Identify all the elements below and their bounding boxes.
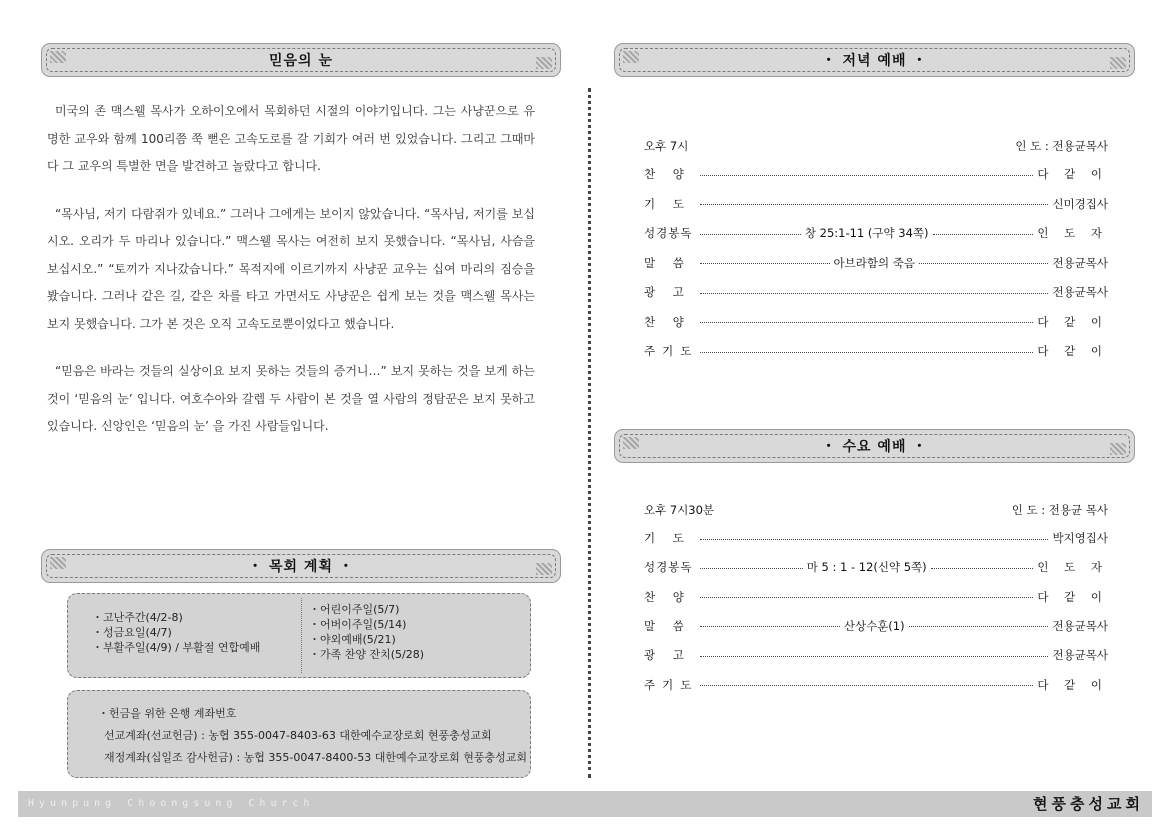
order-person: 전용균목사: [1052, 285, 1108, 299]
order-label: 성경봉독: [644, 560, 693, 575]
dot-leader-segment: [700, 263, 830, 264]
plan-item: ・부활주일(4/9) / 부활절 연합예배: [92, 641, 261, 654]
order-label: 주기도: [644, 344, 699, 358]
order-label: 찬 양: [644, 589, 691, 604]
faith-section-title: 믿음의 눈: [269, 53, 333, 69]
pastoral-plan-header: [41, 549, 561, 583]
plan-right-list: [309, 602, 424, 662]
service-order-row: [644, 314, 1108, 330]
dot-leader: [700, 314, 1033, 330]
evening-service-title: ・ 저녁 예배 ・: [821, 53, 928, 69]
faith-section-header: [41, 43, 561, 77]
service-order-row: [644, 559, 1108, 575]
bank-info-box: [67, 690, 531, 778]
order-person: 다 같 이: [1037, 314, 1108, 329]
dot-leader-segment: [700, 204, 1048, 205]
footer-bar: [18, 791, 1152, 817]
order-label: 말 씀: [644, 255, 691, 270]
dot-leader-segment: [700, 568, 803, 569]
order-label: 말 씀: [644, 618, 691, 633]
dot-leader: [700, 677, 1033, 693]
footer-church-name: 현풍충성교회: [1033, 795, 1144, 813]
wednesday-time: 오후 7시30분: [644, 503, 715, 517]
order-person: 인 도 자: [1037, 226, 1108, 240]
dot-leader: [700, 530, 1048, 546]
dot-leader: [700, 343, 1033, 359]
order-person: 박지영집사: [1052, 531, 1108, 545]
dot-leader-segment: [700, 352, 1033, 353]
essay-paragraph: “목사님, 저기 다람쥐가 있네요.” 그러나 그에게는 보이지 않았습니다. “목사님, 저기를 보십시오. 오리가 두 마리나 있습니다.” 맥스웰 목사는 여전히 보지 못했습니다. “목사님, 사슴을 보십시오.” “토끼가 지나갔습니다.” 목적지에 이르기까지 사냥꾼 교우는 십여 마리의 짐승을 봤습니다. 그러나 같은 길, 같은 차를 타고 가면서도 사냥꾼은 쉽게 보는 것을 맥스웰 목사는 보지 못했습니다. 그가 본 것은 오직 고속도로뿐이었다고 했습니다.: [47, 206, 535, 331]
dot-leader: [700, 255, 1048, 271]
dot-leader-segment: [700, 234, 801, 235]
dot-leader-segment: [919, 263, 1049, 264]
bank-account-finance: 재정계좌(십일조 감사헌금) : 농협 355-0047-8400-53 대한예수교장로회 현풍충성교회: [104, 751, 528, 764]
dot-leader: [700, 284, 1048, 300]
order-label: 기 도: [644, 531, 691, 545]
service-order-row: [644, 166, 1108, 182]
dot-leader-segment: [700, 626, 840, 627]
dot-leader: [700, 166, 1033, 182]
plan-left-list: [92, 610, 260, 655]
wednesday-service-title: ・ 수요 예배 ・: [821, 439, 928, 455]
service-order-row: [644, 343, 1108, 359]
order-label: 성경봉독: [644, 226, 693, 240]
service-order-row: [644, 255, 1108, 271]
dot-leader: [700, 618, 1048, 634]
service-order-row: [644, 677, 1108, 693]
dot-leader: [700, 559, 1033, 575]
service-order-row: [644, 589, 1108, 605]
evening-service-header: [614, 43, 1135, 77]
order-label: 주기도: [644, 677, 699, 692]
dot-leader: [700, 589, 1033, 605]
order-detail: 마 5 : 1 - 12(신약 5쪽): [806, 560, 927, 575]
dot-leader-segment: [931, 568, 1034, 569]
bank-account-mission: 선교계좌(선교헌금) : 농협 355-0047-8403-63 대한예수교장로회 현풍충성교회: [104, 729, 492, 742]
order-person: 신미경집사: [1052, 196, 1108, 211]
column-divider: [588, 88, 591, 778]
essay-paragraph: “믿음은 바라는 것들의 실상이요 보지 못하는 것들의 증거니…” 보지 못하는 것을 보게 하는 것이 ‘믿음의 눈’ 입니다. 여호수아와 갈렙 두 사람이 본 것을 열 사람의 정탐꾼은 보지 못하고 있습니다. 신앙인은 ‘믿음의 눈’ 을 가진 사람들입니다.: [47, 364, 535, 433]
evening-time: 오후 7시: [644, 139, 689, 153]
plan-item: ・어린이주일(5/7): [309, 603, 400, 616]
service-order-row: [644, 284, 1108, 300]
order-detail: 아브라함의 죽음: [833, 255, 915, 270]
dot-leader-segment: [700, 293, 1048, 294]
plan-item: ・고난주간(4/2-8): [92, 611, 183, 624]
plan-item: ・가족 찬양 잔치(5/28): [309, 648, 425, 661]
dot-leader: [700, 196, 1048, 212]
order-label: 광 고: [644, 648, 691, 663]
order-person: 다 같 이: [1037, 589, 1108, 604]
dot-leader-segment: [909, 626, 1049, 627]
dot-leader: [700, 647, 1048, 663]
essay-paragraph: 미국의 존 맥스웰 목사가 오하이오에서 목회하던 시절의 이야기입니다. 그는 사냥꾼으로 유명한 교우와 함께 100리쯤 쭉 뻗은 고속도로를 갈 기회가 여러 번 있었습니다. 그리고 그때마다 그 교우의 특별한 면을 발견하고 놀랐다고 합니다.: [47, 104, 535, 173]
order-detail: 창 25:1-11 (구약 34쪽): [804, 226, 929, 240]
order-label: 찬 양: [644, 167, 691, 181]
plan-item: ・어버이주일(5/14): [309, 618, 407, 631]
wednesday-leader: 인 도 : 전용균 목사: [1011, 503, 1108, 517]
dot-leader-segment: [700, 685, 1033, 686]
plan-item: ・야외예배(5/21): [309, 633, 396, 646]
bank-heading: ・헌금을 위한 은행 계좌번호: [98, 707, 237, 720]
dot-leader-segment: [700, 597, 1033, 598]
faith-essay: [47, 98, 535, 461]
plan-divider: [301, 598, 302, 673]
order-person: 다 같 이: [1037, 344, 1108, 358]
service-order-row: [644, 530, 1108, 546]
service-order-row: [644, 196, 1108, 212]
dot-leader-segment: [700, 322, 1033, 323]
pastoral-plan-box: [67, 593, 531, 678]
dot-leader-segment: [700, 175, 1033, 176]
pastoral-plan-title: ・ 목회 계획 ・: [248, 559, 354, 575]
order-detail: 산상수훈(1): [843, 618, 905, 633]
dot-leader-segment: [700, 539, 1048, 540]
order-person: 인 도 자: [1037, 560, 1108, 575]
order-label: 찬 양: [644, 314, 691, 329]
order-label: 광 고: [644, 285, 691, 299]
order-label: 기 도: [644, 196, 691, 211]
order-person: 전용균목사: [1052, 618, 1108, 633]
dot-leader-segment: [933, 234, 1034, 235]
order-person: 전용균목사: [1052, 648, 1108, 663]
plan-item: ・성금요일(4/7): [92, 626, 172, 639]
order-person: 전용균목사: [1052, 255, 1108, 270]
service-order-row: [644, 647, 1108, 663]
dot-leader: [700, 225, 1033, 241]
order-person: 다 같 이: [1037, 677, 1108, 692]
wednesday-service-header: [614, 429, 1135, 463]
dot-leader-segment: [700, 656, 1048, 657]
order-person: 다 같 이: [1037, 167, 1108, 181]
service-order-row: [644, 225, 1108, 241]
service-order-row: [644, 618, 1108, 634]
evening-leader: 인 도 : 전용균목사: [1015, 139, 1108, 153]
footer-english-name: Hyunpung Choongsung Church: [28, 798, 315, 809]
